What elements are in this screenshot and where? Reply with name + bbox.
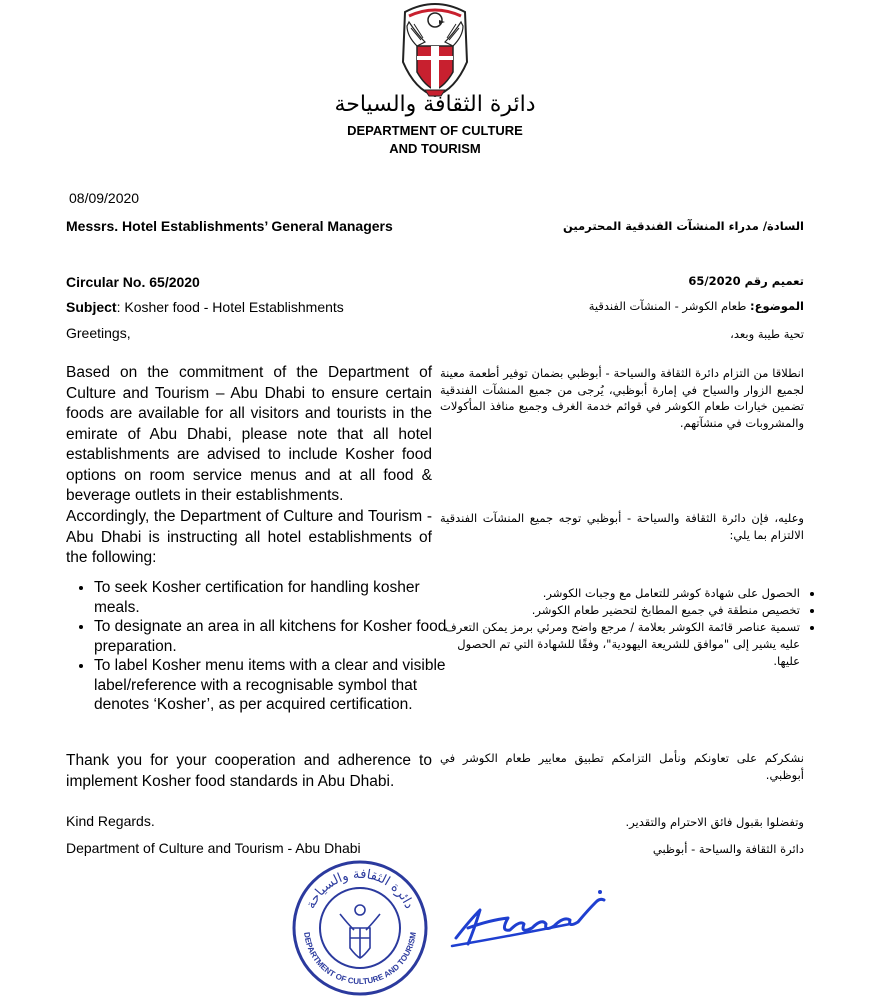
greeting-en: Greetings,	[66, 325, 131, 341]
paragraph2-ar: وعليه، فإن دائرة الثقافة والسياحة - أبوظبي توجه جميع المنشآت الفندقية الالتزام بما يلي:	[440, 511, 804, 542]
paragraph2-en: Accordingly, the Department of Culture and Tourism - Abu Dhabi is instructing all hotel establishments of the following:	[66, 508, 432, 566]
falcon-emblem-logo	[395, 2, 475, 98]
paragraph1-en: Based on the commitment of the Department of Culture and Tourism – Abu Dhabi to ensure certain foods are available for all visitors and tourists in the emirate of Abu Dhabi, please note that all hotel establishments are advised to include Kosher food options on room service menus and at all food & beverage outlets in their establishments.	[66, 364, 432, 504]
list-item: • To label Kosher menu items with a clear and visible label/reference with a recognisable symbol that denotes ‘Kosher’, as per acquired certification.	[94, 656, 454, 715]
subject-label-ar: الموضوع:	[750, 299, 804, 313]
paragraph1-ar: انطلاقا من التزام دائرة الثقافة والسياحة - أبوظبي بضمان توفير أطعمة معينة لجميع الزوار والسياح في إمارة أبوظبي، يُرجى من جميع المنشآت الفندقية تضمين خيارات طعام الكوشر في قوائم خدمة الغرف وجميع منافذ المأكولات والمشروبات في منشآتهم.	[440, 366, 804, 430]
thanks-en: Thank you for your cooperation and adherence to implement Kosher food standards in Abu Dhabi.	[66, 752, 432, 790]
circular-number-en: Circular No. 65/2020	[66, 274, 200, 290]
closing-en: Kind Regards.	[66, 813, 155, 829]
list-item: • To seek Kosher certification for handling kosher meals.	[94, 578, 454, 617]
official-stamp	[290, 858, 430, 998]
list-item: • تسمية عناصر قائمة الكوشر بعلامة / مرجع واضح ومرئي برمز يمكن التعرف عليه يشير إلى "موافق للشريعة اليهودية"، وفقًا للشهادة التي تم الحصول عليها.	[440, 619, 800, 670]
addressee-en: Messrs. Hotel Establishments’ General Managers	[66, 218, 393, 234]
circular-number-ar: تعميم رقم 65/2020	[688, 274, 804, 288]
subject-text-ar: طعام الكوشر - المنشآت الفندقية	[588, 299, 751, 313]
signatory-en: Department of Culture and Tourism - Abu Dhabi	[66, 840, 361, 856]
signatory-ar: دائرة الثقافة والسياحة - أبوظبي	[652, 842, 804, 856]
department-name-line1: DEPARTMENT OF CULTURE	[347, 123, 523, 138]
closing-ar: وتفضلوا بقبول فائق الاحترام والتقدير.	[625, 815, 804, 829]
handwritten-signature	[450, 880, 610, 950]
department-arabic-name: دائرة الثقافة والسياحة	[334, 92, 536, 117]
requirements-list-en	[66, 578, 454, 715]
subject-text-en: : Kosher food - Hotel Establishments	[116, 299, 344, 315]
stamp-english-text: DEPARTMENT OF CULTURE AND TOURISM	[302, 931, 418, 987]
thanks-ar: نشكركم على تعاونكم ونأمل التزامكم تطبيق معايير طعام الكوشر في أبوظبي.	[440, 751, 804, 782]
requirements-list-ar	[440, 585, 822, 670]
letter-date: 08/09/2020	[69, 190, 140, 206]
stamp-falcon-icon	[340, 905, 380, 958]
stamp-arabic-text: دائرة الثقافة والسياحة	[303, 866, 417, 912]
greeting-ar: تحية طيبة وبعد،	[730, 327, 804, 341]
list-item: • تخصيص منطقة في جميع المطابخ لتحضير طعام الكوشر.	[440, 602, 800, 619]
list-item: • To designate an area in all kitchens for Kosher food preparation.	[94, 617, 454, 656]
department-english-name	[300, 122, 570, 158]
subject-en	[66, 299, 344, 315]
subject-label-en: Subject	[66, 299, 117, 315]
department-name-line2: AND TOURISM	[389, 141, 481, 156]
addressee-ar: السادة/ مدراء المنشآت الفندقية المحترمين	[563, 219, 804, 233]
subject-ar	[560, 299, 804, 313]
list-item: • الحصول على شهادة كوشر للتعامل مع وجبات الكوشر.	[440, 585, 800, 602]
